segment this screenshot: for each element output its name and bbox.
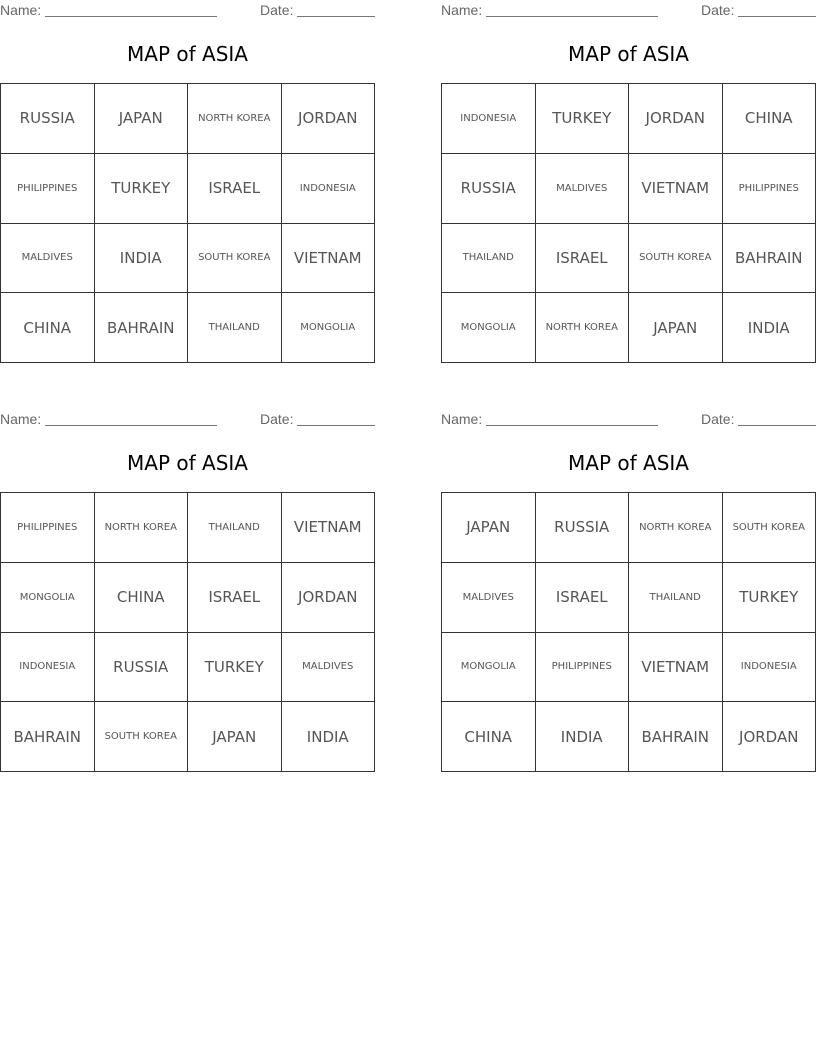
bingo-cell: SOUTH KOREA xyxy=(95,702,189,772)
bingo-cell: ISRAEL xyxy=(188,154,282,224)
bingo-cell: BAHRAIN xyxy=(723,224,816,294)
bingo-cell: MALDIVES xyxy=(1,224,95,294)
bingo-cell: NORTH KOREA xyxy=(629,493,723,563)
bingo-cell: MONGOLIA xyxy=(282,293,376,363)
bingo-cell: TURKEY xyxy=(536,84,630,154)
name-label: Name: xyxy=(0,411,42,427)
bingo-cell: MALDIVES xyxy=(282,633,376,703)
bingo-card-4 xyxy=(441,409,816,774)
bingo-cell: MONGOLIA xyxy=(442,633,536,703)
date-field-line xyxy=(297,16,375,17)
card-header xyxy=(0,411,375,429)
bingo-cell: JAPAN xyxy=(95,84,189,154)
bingo-cell: NORTH KOREA xyxy=(95,493,189,563)
bingo-cell: ISRAEL xyxy=(536,224,630,294)
bingo-cell: THAILAND xyxy=(629,563,723,633)
bingo-cell: INDIA xyxy=(282,702,376,772)
date-field-line xyxy=(297,425,375,426)
bingo-cell: INDIA xyxy=(723,293,816,363)
bingo-cell: INDIA xyxy=(536,702,630,772)
bingo-grid xyxy=(441,83,816,363)
bingo-cell: PHILIPPINES xyxy=(536,633,630,703)
bingo-cell: RUSSIA xyxy=(536,493,630,563)
bingo-cell: VIETNAM xyxy=(629,633,723,703)
bingo-cell: SOUTH KOREA xyxy=(188,224,282,294)
bingo-cell: ISRAEL xyxy=(536,563,630,633)
bingo-cell: JORDAN xyxy=(282,563,376,633)
bingo-cell: INDONESIA xyxy=(282,154,376,224)
bingo-cell: MONGOLIA xyxy=(1,563,95,633)
date-label: Date: xyxy=(701,411,735,427)
bingo-cell: SOUTH KOREA xyxy=(723,493,816,563)
bingo-cell: VIETNAM xyxy=(282,493,376,563)
bingo-cell: BAHRAIN xyxy=(1,702,95,772)
bingo-cell: CHINA xyxy=(95,563,189,633)
bingo-cell: NORTH KOREA xyxy=(188,84,282,154)
bingo-cell: CHINA xyxy=(1,293,95,363)
bingo-cell: JAPAN xyxy=(442,493,536,563)
card-title: MAP of ASIA xyxy=(127,451,248,475)
bingo-cell: CHINA xyxy=(723,84,816,154)
bingo-cell: ISRAEL xyxy=(188,563,282,633)
bingo-cell: INDONESIA xyxy=(1,633,95,703)
bingo-cell: SOUTH KOREA xyxy=(629,224,723,294)
bingo-cell: BAHRAIN xyxy=(629,702,723,772)
name-field-line xyxy=(486,16,658,17)
card-title: MAP of ASIA xyxy=(568,42,689,66)
bingo-cell: BAHRAIN xyxy=(95,293,189,363)
bingo-cell: VIETNAM xyxy=(629,154,723,224)
bingo-cell: PHILIPPINES xyxy=(1,493,95,563)
name-field-line xyxy=(45,16,217,17)
name-label: Name: xyxy=(441,411,483,427)
date-label: Date: xyxy=(260,411,294,427)
bingo-cell: JAPAN xyxy=(629,293,723,363)
bingo-cell: RUSSIA xyxy=(1,84,95,154)
card-header xyxy=(441,2,816,20)
bingo-cell: PHILIPPINES xyxy=(723,154,816,224)
bingo-grid xyxy=(0,83,375,363)
date-field-line xyxy=(738,425,816,426)
bingo-grid xyxy=(0,492,375,772)
date-field-line xyxy=(738,16,816,17)
bingo-cell: INDONESIA xyxy=(442,84,536,154)
bingo-cell: JORDAN xyxy=(723,702,816,772)
bingo-cell: INDONESIA xyxy=(723,633,816,703)
bingo-cell: THAILAND xyxy=(188,293,282,363)
bingo-cell: PHILIPPINES xyxy=(1,154,95,224)
bingo-cell: MALDIVES xyxy=(536,154,630,224)
name-field-line xyxy=(45,425,217,426)
bingo-cell: TURKEY xyxy=(723,563,816,633)
bingo-cell: NORTH KOREA xyxy=(536,293,630,363)
card-header xyxy=(441,411,816,429)
bingo-card-3 xyxy=(0,409,375,774)
bingo-cell: JORDAN xyxy=(629,84,723,154)
bingo-card-1 xyxy=(0,0,375,365)
bingo-grid xyxy=(441,492,816,772)
card-header xyxy=(0,2,375,20)
bingo-cell: TURKEY xyxy=(188,633,282,703)
bingo-cell: RUSSIA xyxy=(95,633,189,703)
bingo-cell: JORDAN xyxy=(282,84,376,154)
card-title: MAP of ASIA xyxy=(127,42,248,66)
date-label: Date: xyxy=(701,2,735,18)
name-label: Name: xyxy=(0,2,42,18)
name-label: Name: xyxy=(441,2,483,18)
name-field-line xyxy=(486,425,658,426)
date-label: Date: xyxy=(260,2,294,18)
bingo-cell: INDIA xyxy=(95,224,189,294)
bingo-cell: THAILAND xyxy=(188,493,282,563)
bingo-cell: THAILAND xyxy=(442,224,536,294)
bingo-cell: TURKEY xyxy=(95,154,189,224)
card-title: MAP of ASIA xyxy=(568,451,689,475)
bingo-cell: MALDIVES xyxy=(442,563,536,633)
bingo-card-2 xyxy=(441,0,816,365)
bingo-cell: RUSSIA xyxy=(442,154,536,224)
bingo-cell: MONGOLIA xyxy=(442,293,536,363)
bingo-cell: JAPAN xyxy=(188,702,282,772)
bingo-cell: CHINA xyxy=(442,702,536,772)
bingo-cell: VIETNAM xyxy=(282,224,376,294)
